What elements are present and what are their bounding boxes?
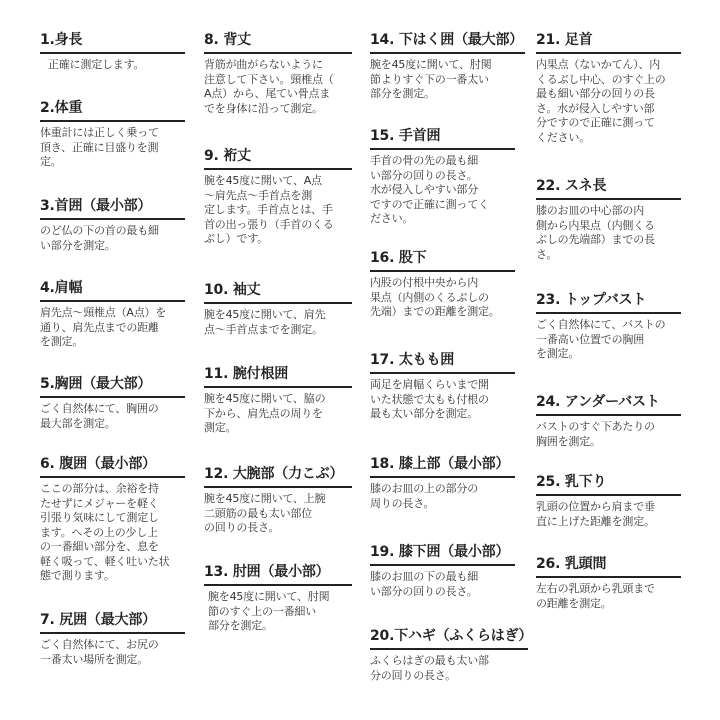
item-title: 16. 股下 — [370, 248, 515, 272]
item-description: 正確に測定します。 — [48, 58, 145, 71]
measure-inseam — [370, 248, 515, 320]
item-description: バストのすぐ下あたりの 胸囲を測定。 — [536, 420, 655, 448]
measure-neck — [40, 196, 185, 253]
item-description: ごく自然体にて、お尻の 一番太い場所を測定。 — [40, 638, 159, 666]
measure-nipple-distance — [536, 554, 681, 611]
item-description: 体重計には正しく乗って 頂き、正確に目盛りを測 定。 — [40, 126, 159, 168]
item-description: ごく自然体にて、バストの 一番高い位置での胸囲 を測定。 — [536, 318, 666, 360]
item-description: ここの部分は、余裕を持 たせずにメジャーを軽く 引張り気味にして測定し ます。へその上の少し上 の一番細い部分を、息を 軽く吸って、軽く吐いた状 態で測ります。 — [40, 482, 170, 582]
item-title: 7. 尻囲（最大部） — [40, 610, 185, 634]
measure-nipple-drop — [536, 472, 681, 529]
item-title: 3.首囲（最小部） — [40, 196, 185, 220]
item-title: 26. 乳頭間 — [536, 554, 681, 578]
measure-below-knee — [370, 542, 515, 599]
item-description: 内股の付根中央から内 果点（内側のくるぶしの 先端）までの距離を測定。 — [370, 276, 500, 318]
measure-sleeve-length-from-neck — [204, 146, 352, 247]
item-title: 20.下ハギ（ふくらはぎ） — [370, 626, 528, 650]
item-title: 21. 足首 — [536, 30, 681, 54]
item-description: 手首の骨の先の最も細 い部分の回りの長さ。 水が侵入しやすい部分 ですので正確に測ってく ださい。 — [370, 154, 489, 225]
item-description: 腕を45度に開いて、A点 ～肩先点～手首点を測 定します。手首点とは、手 首の出っ張り（手首のくる ぶし）です。 — [204, 174, 334, 245]
measure-chest — [40, 374, 185, 431]
item-description: 乳頭の位置から肩まで垂 直に上げた距離を測定。 — [536, 500, 655, 528]
item-title: 17. 太もも囲 — [370, 350, 515, 374]
item-description: 背筋が曲がらないように 注意して下さい。頸椎点（ A点）から、尾てい骨点ま でを身体に沿って測定。 — [204, 58, 334, 115]
measure-ankle — [536, 30, 681, 145]
item-description: ごく自然体にて、胸囲の 最大部を測定。 — [40, 402, 159, 430]
item-description: 肩先点～頸椎点（A点）を 通り、肩先点までの距離 を測定。 — [40, 306, 167, 348]
measure-biceps — [204, 464, 352, 536]
item-title: 13. 肘囲（最小部） — [204, 562, 352, 586]
item-title: 4.肩幅 — [40, 278, 185, 302]
item-description: 腕を45度に開いて、脇の 下から、肩先点の周りを 測定。 — [204, 392, 326, 434]
item-title: 1.身長 — [40, 30, 185, 54]
measure-armhole — [204, 364, 352, 436]
item-title: 22. スネ長 — [536, 176, 681, 200]
measure-height — [40, 30, 185, 73]
item-description: 腕を45度に開いて、上腕 二頭筋の最も太い部位 の回りの長さ。 — [204, 492, 326, 534]
item-description: 膝のお皿の下の最も細 い部分の回りの長さ。 — [370, 570, 478, 598]
measure-waist — [40, 454, 185, 584]
measure-shin-length — [536, 176, 681, 262]
item-description: 腕を45度に開いて、肘関 節のすぐ上の一番細い 部分を測定。 — [208, 590, 330, 632]
measure-wrist — [370, 126, 515, 227]
measure-thigh — [370, 350, 515, 422]
item-description: 腕を45度に開いて、肩先 点～手首点までを測定。 — [204, 308, 326, 336]
measure-weight — [40, 98, 185, 170]
item-title: 11. 腕付根囲 — [204, 364, 352, 388]
item-title: 18. 膝上部（最小部） — [370, 454, 515, 478]
item-description: のど仏の下の首の最も細 い部分を測定。 — [40, 224, 159, 252]
measure-forearm — [370, 30, 525, 102]
measure-shoulder — [40, 278, 185, 350]
item-description: 膝のお皿の上の部分の 周りの長さ。 — [370, 482, 478, 510]
item-description: 両足を肩幅くらいまで開 いた状態で太もも付根の 最も太い部分を測定。 — [370, 378, 489, 420]
measure-calf — [370, 626, 533, 683]
measure-hip — [40, 610, 185, 667]
item-description: 膝のお皿の中心部の内 側から内果点（内側くる ぶしの先端部）までの長 さ。 — [536, 204, 655, 261]
item-description: 内果点（ないかてん）、内 くるぶし中心、のすぐ上の 最も細い部分の回りの長 さ。水が侵入しやすい部 分ですので正確に測って ください。 — [536, 58, 666, 144]
item-title: 9. 裄丈 — [204, 146, 352, 170]
item-title: 23. トップバスト — [536, 290, 681, 314]
measure-above-knee — [370, 454, 515, 511]
item-description: 腕を45度に開いて、肘関 節よりすぐ下の一番太い 部分を測定。 — [370, 58, 492, 100]
item-title: 12. 大腕部（力こぶ） — [204, 464, 352, 488]
measure-sleeve-length — [204, 280, 352, 337]
item-title: 5.胸囲（最大部） — [40, 374, 185, 398]
item-title: 14. 下はく囲（最大部） — [370, 30, 525, 54]
item-title: 6. 腹囲（最小部） — [40, 454, 185, 478]
measure-under-bust — [536, 392, 681, 449]
item-title: 2.体重 — [40, 98, 185, 122]
item-title: 19. 膝下囲（最小部） — [370, 542, 515, 566]
measure-elbow — [204, 562, 352, 634]
item-title: 25. 乳下り — [536, 472, 681, 496]
item-description: ふくらはぎの最も太い部 分の回りの長さ。 — [370, 654, 489, 682]
item-title: 8. 背丈 — [204, 30, 352, 54]
measure-back-length — [204, 30, 352, 116]
item-title: 15. 手首囲 — [370, 126, 515, 150]
item-title: 10. 袖丈 — [204, 280, 352, 304]
item-title: 24. アンダーバスト — [536, 392, 681, 416]
measure-top-bust — [536, 290, 681, 362]
item-description: 左右の乳頭から乳頭まで の距離を測定。 — [536, 582, 655, 610]
